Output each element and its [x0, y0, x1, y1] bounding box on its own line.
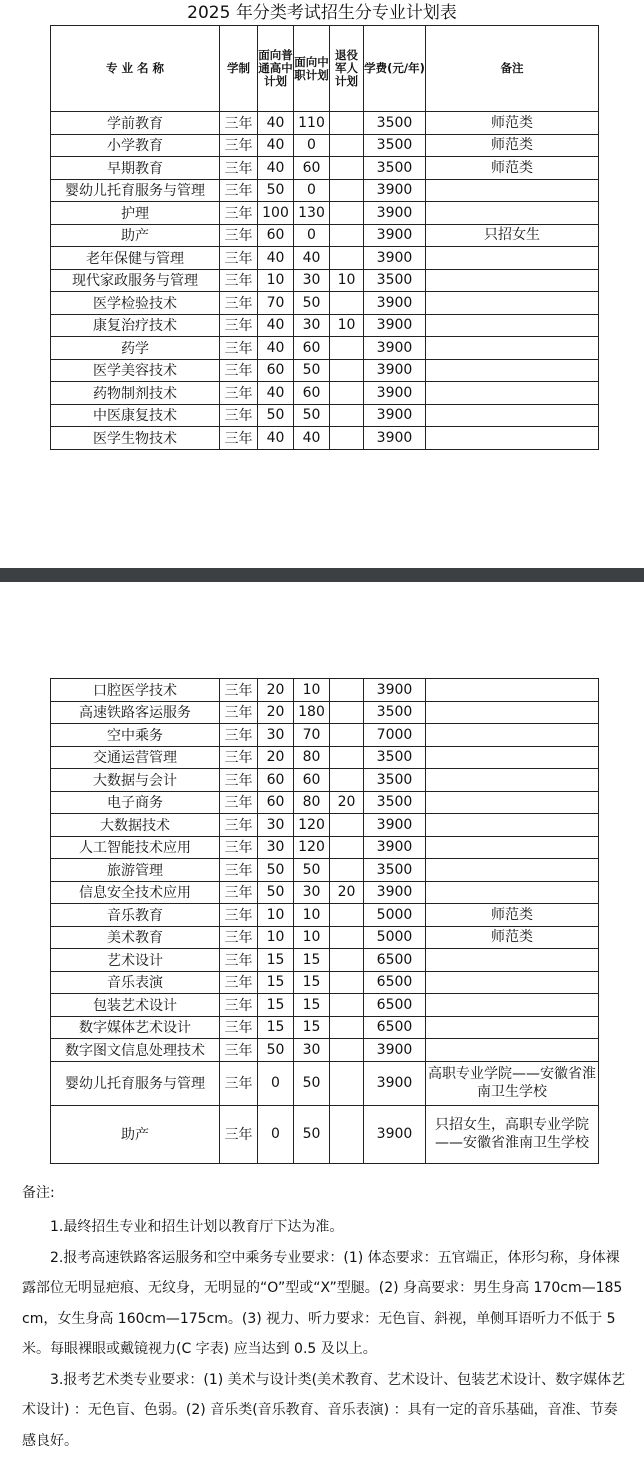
cell-duration: 三年: [220, 1105, 258, 1163]
cell-major: 包装艺术设计: [51, 994, 220, 1017]
cell-remarks: [426, 881, 599, 904]
cell-duration: 三年: [220, 134, 258, 157]
cell-remarks: [426, 202, 599, 225]
cell-remarks: [426, 292, 599, 315]
cell-veterans-plan: [330, 1061, 364, 1105]
cell-remarks: 师范类: [426, 134, 599, 157]
cell-high-school-plan: 40: [258, 337, 294, 360]
table-row: [51, 134, 599, 157]
header-remarks: 备注: [426, 26, 599, 112]
cell-duration: 三年: [220, 179, 258, 202]
cell-remarks: [426, 382, 599, 405]
cell-major: 医学检验技术: [51, 292, 220, 315]
table-row: [51, 157, 599, 180]
cell-tuition: 3500: [364, 791, 426, 814]
cell-duration: 三年: [220, 112, 258, 135]
header-tuition: 学费(元/年): [364, 26, 426, 112]
table-row: [51, 224, 599, 247]
note-item: 1.最终招生专业和招生计划以教育厅下达为准。: [50, 1219, 344, 1235]
table-row: [51, 814, 599, 837]
cell-high-school-plan: 40: [258, 427, 294, 450]
cell-duration: 三年: [220, 202, 258, 225]
table-row: [51, 679, 599, 702]
cell-remarks: 师范类: [426, 904, 599, 927]
note-item: 2.报考高速铁路客运服务和空中乘务专业要求：(1) 体态要求：五官端正，体形匀称，身体裸露部位无明显疤痕、无纹身，无明显的“O”型或“X”型腿。(2) 身高要求：男生身高 170cm—185cm，女生身高 160cm—175cm。(3) 视力、听力要求：无色盲、斜视，单侧耳语听力不低于 5 米。每眼裸眼或戴镜视力(C 字表) 应当达到 0.5 及以上。: [22, 1249, 623, 1357]
cell-major: 医学生物技术: [51, 427, 220, 450]
cell-remarks: 只招女生，高职专业学院——安徽省淮南卫生学校: [426, 1105, 599, 1163]
cell-tuition: 3500: [364, 269, 426, 292]
cell-vocational-plan: 80: [294, 791, 330, 814]
cell-vocational-plan: 15: [294, 949, 330, 972]
cell-vocational-plan: 15: [294, 1016, 330, 1039]
cell-remarks: [426, 971, 599, 994]
cell-vocational-plan: 10: [294, 926, 330, 949]
cell-veterans-plan: 20: [330, 791, 364, 814]
cell-remarks: [426, 337, 599, 360]
cell-major: 药学: [51, 337, 220, 360]
cell-high-school-plan: 10: [258, 926, 294, 949]
cell-vocational-plan: 0: [294, 224, 330, 247]
cell-duration: 三年: [220, 724, 258, 747]
cell-major: 电子商务: [51, 791, 220, 814]
cell-major: 口腔医学技术: [51, 679, 220, 702]
cell-tuition: 3500: [364, 769, 426, 792]
cell-veterans-plan: [330, 746, 364, 769]
cell-vocational-plan: 50: [294, 1105, 330, 1163]
cell-vocational-plan: 180: [294, 701, 330, 724]
cell-remarks: [426, 769, 599, 792]
cell-veterans-plan: 10: [330, 269, 364, 292]
cell-high-school-plan: 50: [258, 881, 294, 904]
cell-high-school-plan: 0: [258, 1061, 294, 1105]
cell-duration: 三年: [220, 971, 258, 994]
page-title: 2025 年分类考试招生分专业计划表: [187, 3, 457, 23]
cell-remarks: [426, 269, 599, 292]
cell-tuition: 3500: [364, 701, 426, 724]
table-row: [51, 1039, 599, 1062]
cell-major: 医学美容技术: [51, 359, 220, 382]
cell-major: 空中乘务: [51, 724, 220, 747]
cell-high-school-plan: 15: [258, 1016, 294, 1039]
cell-vocational-plan: 40: [294, 427, 330, 450]
cell-major: 小学教育: [51, 134, 220, 157]
cell-high-school-plan: 0: [258, 1105, 294, 1163]
cell-vocational-plan: 110: [294, 112, 330, 135]
cell-vocational-plan: 30: [294, 881, 330, 904]
cell-major: 交通运营管理: [51, 746, 220, 769]
cell-major: 助产: [51, 1105, 220, 1163]
cell-veterans-plan: [330, 382, 364, 405]
notes-section: [22, 1184, 628, 1456]
table-row: [51, 1061, 599, 1105]
cell-major: 早期教育: [51, 157, 220, 180]
cell-veterans-plan: 10: [330, 314, 364, 337]
cell-duration: 三年: [220, 1061, 258, 1105]
table-row: [51, 836, 599, 859]
cell-vocational-plan: 50: [294, 359, 330, 382]
cell-major: 音乐教育: [51, 904, 220, 927]
cell-tuition: 3900: [364, 1061, 426, 1105]
cell-duration: 三年: [220, 881, 258, 904]
cell-veterans-plan: [330, 949, 364, 972]
cell-high-school-plan: 20: [258, 746, 294, 769]
table-row: [51, 179, 599, 202]
table-row: [51, 859, 599, 882]
enrollment-plan-table-2: [50, 678, 599, 1164]
cell-tuition: 3900: [364, 814, 426, 837]
cell-remarks: [426, 746, 599, 769]
cell-high-school-plan: 10: [258, 269, 294, 292]
cell-major: 高速铁路客运服务: [51, 701, 220, 724]
cell-major: 信息安全技术应用: [51, 881, 220, 904]
cell-veterans-plan: [330, 337, 364, 360]
cell-high-school-plan: 60: [258, 769, 294, 792]
cell-tuition: 3900: [364, 179, 426, 202]
cell-veterans-plan: [330, 359, 364, 382]
cell-veterans-plan: [330, 814, 364, 837]
cell-vocational-plan: 60: [294, 769, 330, 792]
cell-remarks: [426, 701, 599, 724]
cell-remarks: [426, 724, 599, 747]
cell-vocational-plan: 30: [294, 269, 330, 292]
table-row: [51, 949, 599, 972]
cell-duration: 三年: [220, 337, 258, 360]
cell-veterans-plan: [330, 112, 364, 135]
enrollment-plan-table-1: [50, 25, 599, 450]
cell-tuition: 3900: [364, 427, 426, 450]
cell-high-school-plan: 20: [258, 701, 294, 724]
cell-vocational-plan: 15: [294, 971, 330, 994]
cell-vocational-plan: 30: [294, 314, 330, 337]
cell-veterans-plan: [330, 157, 364, 180]
cell-veterans-plan: [330, 701, 364, 724]
cell-major: 中医康复技术: [51, 404, 220, 427]
cell-tuition: 3900: [364, 314, 426, 337]
cell-high-school-plan: 40: [258, 247, 294, 270]
cell-duration: 三年: [220, 746, 258, 769]
table-row: [51, 724, 599, 747]
cell-duration: 三年: [220, 1039, 258, 1062]
cell-duration: 三年: [220, 679, 258, 702]
cell-vocational-plan: 120: [294, 814, 330, 837]
cell-remarks: [426, 949, 599, 972]
cell-remarks: [426, 836, 599, 859]
cell-vocational-plan: 120: [294, 836, 330, 859]
cell-high-school-plan: 40: [258, 382, 294, 405]
table-row: [51, 926, 599, 949]
cell-major: 老年保健与管理: [51, 247, 220, 270]
cell-duration: 三年: [220, 427, 258, 450]
cell-high-school-plan: 40: [258, 134, 294, 157]
cell-duration: 三年: [220, 1016, 258, 1039]
cell-high-school-plan: 50: [258, 1039, 294, 1062]
table-row: [51, 1105, 599, 1163]
table-row: [51, 791, 599, 814]
cell-veterans-plan: [330, 971, 364, 994]
cell-veterans-plan: [330, 202, 364, 225]
cell-tuition: 3500: [364, 134, 426, 157]
cell-high-school-plan: 30: [258, 836, 294, 859]
table-row: [51, 994, 599, 1017]
cell-tuition: 3900: [364, 247, 426, 270]
cell-high-school-plan: 70: [258, 292, 294, 315]
cell-major: 数字媒体艺术设计: [51, 1016, 220, 1039]
cell-vocational-plan: 80: [294, 746, 330, 769]
cell-remarks: [426, 404, 599, 427]
cell-veterans-plan: [330, 427, 364, 450]
cell-major: 婴幼儿托育服务与管理: [51, 179, 220, 202]
table-row: [51, 337, 599, 360]
cell-high-school-plan: 10: [258, 904, 294, 927]
cell-veterans-plan: [330, 994, 364, 1017]
table-row: [51, 404, 599, 427]
cell-tuition: 3500: [364, 746, 426, 769]
cell-veterans-plan: [330, 836, 364, 859]
cell-tuition: 3900: [364, 382, 426, 405]
cell-tuition: 3900: [364, 1105, 426, 1163]
cell-veterans-plan: [330, 404, 364, 427]
cell-veterans-plan: [330, 292, 364, 315]
cell-duration: 三年: [220, 836, 258, 859]
cell-high-school-plan: 100: [258, 202, 294, 225]
cell-remarks: 高职专业学院——安徽省淮南卫生学校: [426, 1061, 599, 1105]
cell-remarks: [426, 814, 599, 837]
table-row: [51, 292, 599, 315]
cell-major: 护理: [51, 202, 220, 225]
cell-veterans-plan: [330, 1039, 364, 1062]
cell-vocational-plan: 60: [294, 382, 330, 405]
table-row: [51, 769, 599, 792]
cell-tuition: 3900: [364, 404, 426, 427]
cell-tuition: 3900: [364, 359, 426, 382]
cell-duration: 三年: [220, 404, 258, 427]
cell-major: 药物制剂技术: [51, 382, 220, 405]
cell-remarks: [426, 247, 599, 270]
cell-tuition: 3900: [364, 881, 426, 904]
cell-tuition: 3900: [364, 1039, 426, 1062]
cell-vocational-plan: 50: [294, 1061, 330, 1105]
notes-heading: 备注:: [22, 1185, 55, 1201]
cell-duration: 三年: [220, 904, 258, 927]
cell-duration: 三年: [220, 791, 258, 814]
cell-vocational-plan: 40: [294, 247, 330, 270]
cell-major: 学前教育: [51, 112, 220, 135]
cell-tuition: 5000: [364, 926, 426, 949]
cell-high-school-plan: 15: [258, 994, 294, 1017]
cell-vocational-plan: 10: [294, 679, 330, 702]
cell-veterans-plan: 20: [330, 881, 364, 904]
cell-duration: 三年: [220, 814, 258, 837]
cell-duration: 三年: [220, 247, 258, 270]
table-row: [51, 881, 599, 904]
cell-remarks: [426, 1039, 599, 1062]
cell-veterans-plan: [330, 904, 364, 927]
header-vocational-plan: 面向中职计划: [294, 26, 330, 112]
cell-duration: 三年: [220, 701, 258, 724]
cell-tuition: 3500: [364, 859, 426, 882]
cell-duration: 三年: [220, 382, 258, 405]
table-row: [51, 904, 599, 927]
cell-veterans-plan: [330, 724, 364, 747]
cell-high-school-plan: 15: [258, 971, 294, 994]
cell-vocational-plan: 50: [294, 859, 330, 882]
cell-major: 康复治疗技术: [51, 314, 220, 337]
cell-vocational-plan: 30: [294, 1039, 330, 1062]
cell-veterans-plan: [330, 859, 364, 882]
cell-major: 大数据技术: [51, 814, 220, 837]
cell-remarks: 只招女生: [426, 224, 599, 247]
cell-remarks: [426, 427, 599, 450]
cell-major: 艺术设计: [51, 949, 220, 972]
cell-high-school-plan: 40: [258, 314, 294, 337]
cell-vocational-plan: 0: [294, 179, 330, 202]
cell-high-school-plan: 40: [258, 157, 294, 180]
cell-tuition: 6500: [364, 971, 426, 994]
cell-vocational-plan: 130: [294, 202, 330, 225]
table-row: [51, 202, 599, 225]
cell-veterans-plan: [330, 679, 364, 702]
table-row: [51, 247, 599, 270]
note-item: 3.报考艺术类专业要求：(1) 美术与设计类(美术教育、艺术设计、包装艺术设计、数字媒体艺术设计) ：无色盲、色弱。(2) 音乐类(音乐教育、音乐表演) ：具有一定的音乐基础，音准、节奏感良好。: [22, 1371, 626, 1449]
cell-tuition: 3900: [364, 679, 426, 702]
header-veterans-plan: 退役军人计划: [330, 26, 364, 112]
cell-vocational-plan: 50: [294, 404, 330, 427]
cell-remarks: [426, 859, 599, 882]
table-2-body: [51, 679, 599, 1164]
table-1-body: [51, 112, 599, 450]
cell-high-school-plan: 60: [258, 791, 294, 814]
cell-duration: 三年: [220, 949, 258, 972]
cell-remarks: 师范类: [426, 926, 599, 949]
cell-remarks: [426, 179, 599, 202]
table-row: [51, 701, 599, 724]
cell-duration: 三年: [220, 926, 258, 949]
cell-duration: 三年: [220, 269, 258, 292]
cell-remarks: 师范类: [426, 157, 599, 180]
cell-veterans-plan: [330, 134, 364, 157]
cell-duration: 三年: [220, 292, 258, 315]
cell-tuition: 6500: [364, 949, 426, 972]
cell-major: 数字图文信息处理技术: [51, 1039, 220, 1062]
cell-remarks: [426, 679, 599, 702]
cell-major: 婴幼儿托育服务与管理: [51, 1061, 220, 1105]
cell-remarks: [426, 791, 599, 814]
cell-veterans-plan: [330, 179, 364, 202]
cell-major: 人工智能技术应用: [51, 836, 220, 859]
table-row: [51, 269, 599, 292]
cell-high-school-plan: 50: [258, 404, 294, 427]
cell-vocational-plan: 15: [294, 994, 330, 1017]
table-row: [51, 359, 599, 382]
cell-major: 大数据与会计: [51, 769, 220, 792]
page-divider: [0, 568, 644, 582]
cell-major: 助产: [51, 224, 220, 247]
cell-veterans-plan: [330, 769, 364, 792]
cell-duration: 三年: [220, 859, 258, 882]
table-row: [51, 1016, 599, 1039]
cell-tuition: 3900: [364, 224, 426, 247]
cell-high-school-plan: 40: [258, 112, 294, 135]
cell-vocational-plan: 70: [294, 724, 330, 747]
cell-vocational-plan: 60: [294, 337, 330, 360]
cell-veterans-plan: [330, 224, 364, 247]
cell-major: 旅游管理: [51, 859, 220, 882]
cell-tuition: 7000: [364, 724, 426, 747]
cell-veterans-plan: [330, 1105, 364, 1163]
cell-veterans-plan: [330, 926, 364, 949]
cell-tuition: 5000: [364, 904, 426, 927]
table-row: [51, 427, 599, 450]
cell-high-school-plan: 30: [258, 724, 294, 747]
cell-duration: 三年: [220, 994, 258, 1017]
cell-remarks: 师范类: [426, 112, 599, 135]
cell-remarks: [426, 1016, 599, 1039]
cell-remarks: [426, 359, 599, 382]
cell-tuition: 3900: [364, 292, 426, 315]
cell-vocational-plan: 10: [294, 904, 330, 927]
cell-remarks: [426, 314, 599, 337]
table-row: [51, 971, 599, 994]
cell-vocational-plan: 50: [294, 292, 330, 315]
cell-high-school-plan: 30: [258, 814, 294, 837]
cell-tuition: 3500: [364, 157, 426, 180]
cell-veterans-plan: [330, 1016, 364, 1039]
cell-tuition: 3500: [364, 112, 426, 135]
cell-duration: 三年: [220, 359, 258, 382]
cell-tuition: 6500: [364, 1016, 426, 1039]
cell-high-school-plan: 15: [258, 949, 294, 972]
table-row: [51, 314, 599, 337]
header-major: 专 业 名 称: [51, 26, 220, 112]
header-duration: 学制: [220, 26, 258, 112]
cell-tuition: 3900: [364, 202, 426, 225]
table-row: [51, 746, 599, 769]
cell-major: 现代家政服务与管理: [51, 269, 220, 292]
table-row: [51, 112, 599, 135]
cell-high-school-plan: 50: [258, 859, 294, 882]
cell-vocational-plan: 0: [294, 134, 330, 157]
cell-high-school-plan: 20: [258, 679, 294, 702]
cell-tuition: 6500: [364, 994, 426, 1017]
table-row: [51, 382, 599, 405]
cell-remarks: [426, 994, 599, 1017]
cell-high-school-plan: 60: [258, 224, 294, 247]
cell-major: 音乐表演: [51, 971, 220, 994]
cell-duration: 三年: [220, 769, 258, 792]
cell-tuition: 3900: [364, 836, 426, 859]
cell-duration: 三年: [220, 314, 258, 337]
cell-duration: 三年: [220, 157, 258, 180]
cell-high-school-plan: 60: [258, 359, 294, 382]
cell-high-school-plan: 50: [258, 179, 294, 202]
header-high-school-plan: 面向普通高中计划: [258, 26, 294, 112]
cell-major: 美术教育: [51, 926, 220, 949]
cell-tuition: 3900: [364, 337, 426, 360]
cell-veterans-plan: [330, 247, 364, 270]
cell-duration: 三年: [220, 224, 258, 247]
cell-vocational-plan: 60: [294, 157, 330, 180]
